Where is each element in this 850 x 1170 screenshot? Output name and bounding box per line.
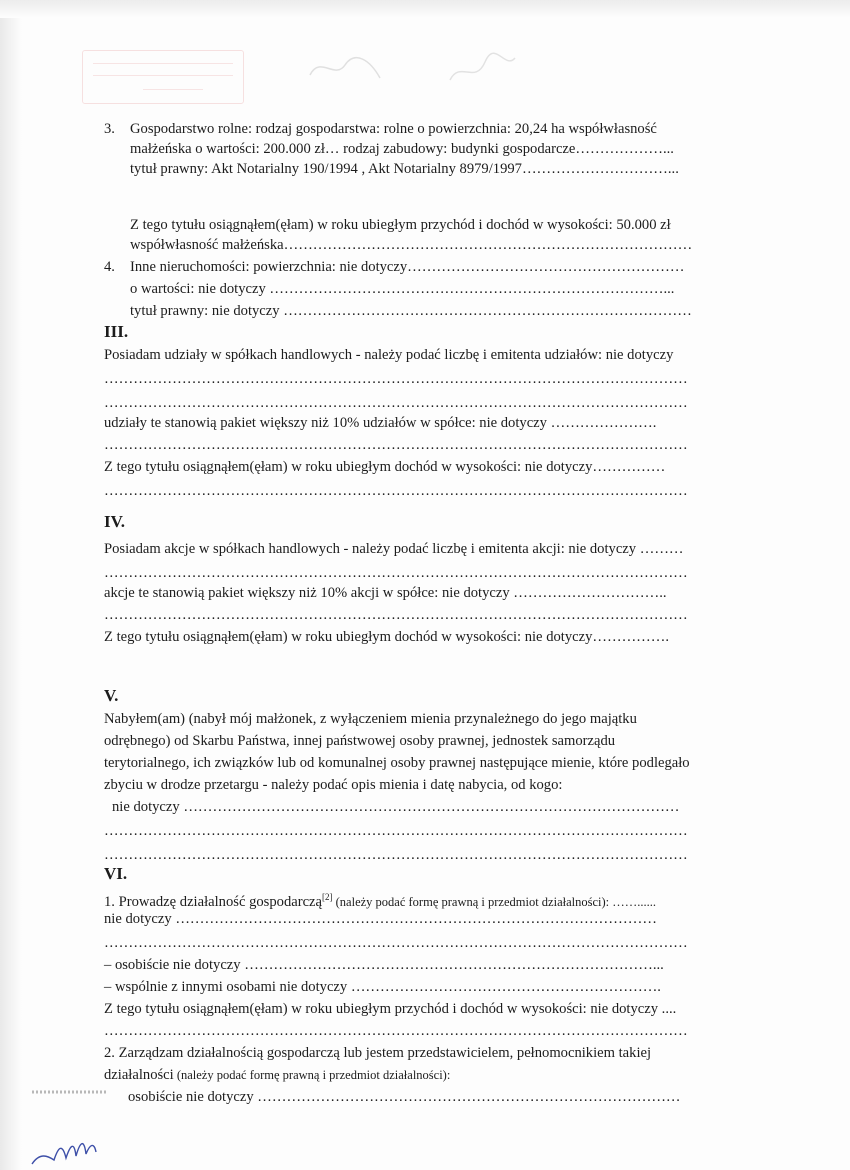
faded-seal-mark [30,1082,110,1102]
section-6-line-9-note: (należy podać formę prawną i przedmiot działalności): [173,1068,451,1082]
section-6-line-10: osobiście nie dotyczy …………………………………………………………………………… [128,1089,681,1105]
section-5-heading: V. [104,686,119,705]
item-4-number: 4. [104,259,115,275]
item-4-line-1: Inne nieruchomości: powierzchnia: nie dotyczy………………………………………………… [130,259,685,275]
section-5-line-6: ………………………………………………………………………………………………………… [104,823,688,839]
scan-edge-shadow [0,0,22,1170]
item-3-line-1: Gospodarstwo rolne: rodzaj gospodarstwa: rolne o powierzchnia: 20,24 ha współwłasność [130,121,657,137]
footnote-ref: [2] [322,892,333,902]
section-5-line-3: terytorialnego, ich związków lub od komunalnej osoby prawnej następujące mienie, które podlegało [104,755,690,771]
section-3-line-3: ………………………………………………………………………………………………………… [104,395,688,411]
section-6-line-5: – wspólnie z innymi osobami nie dotyczy ………………………………………………………. [104,979,661,995]
section-6-line-6: Z tego tytułu osiągnąłem(ęłam) w roku ubiegłym przychód i dochód w wysokości: nie dotyczy .... [104,1001,677,1017]
section-6-line-8: 2. Zarządzam działalnością gospodarczą lub jestem przedstawicielem, pełnomocnikiem takiej [104,1045,652,1061]
item-3-line-2: małżeńska o wartości: 200.000 zł… rodzaj zabudowy: budynki gospodarcze………………... [130,141,674,157]
section-6-line-3: ………………………………………………………………………………………………………… [104,935,688,951]
section-5-line-2: odrębnego) od Skarbu Państwa, innej państwowej osoby prawnej, jednostek samorządu [104,733,616,749]
item-3-number: 3. [104,121,115,137]
section-3-line-2: ………………………………………………………………………………………………………… [104,371,688,387]
section-6-line-7: ………………………………………………………………………………………………………… [104,1023,688,1039]
section-6-line-1-note: (należy podać formę prawną i przedmiot działalności): ……...... [332,894,657,909]
section-3-line-5: ………………………………………………………………………………………………………… [104,437,688,453]
section-6-line-1 [104,888,776,911]
section-6-line-9 [104,1066,776,1084]
section-5-line-7: ………………………………………………………………………………………………………… [104,847,688,863]
section-6-line-4: – osobiście nie dotyczy …………………………………………………………………………... [104,957,664,973]
section-3-line-4: udziały te stanowią pakiet większy niż 10% udziałów w spółce: nie dotyczy …………………. [104,415,657,431]
section-4-line-1: Posiadam akcje w spółkach handlowych - należy podać liczbę i emitenta akcji: nie dotyczy ……… [104,541,684,557]
section-6-heading: VI. [104,864,128,883]
section-4-line-3: akcje te stanowią pakiet większy niż 10% akcji w spółce: nie dotyczy ………………………….. [104,585,667,601]
section-4-line-4: ………………………………………………………………………………………………………… [104,607,688,623]
section-5-line-1: Nabyłem(am) (nabył mój małżonek, z wyłączeniem mienia przynależnego do jego majątku [104,711,637,727]
item-3-line-5: współwłasność małżeńska………………………………………………………………………… [130,237,693,253]
section-4-line-5: Z tego tytułu osiągnąłem(ęłam) w roku ubiegłym dochód w wysokości: nie dotyczy……………. [104,629,670,645]
item-3-line-4: Z tego tytułu osiągnąłem(ęłam) w roku ubiegłym przychód i dochód w wysokości: 50.000 zł [130,217,671,233]
section-3-heading: III. [104,322,129,341]
faded-stamp [82,50,244,104]
scan-top-shadow [0,0,850,18]
section-4-heading: IV. [104,512,125,531]
faded-signature-scribble [300,50,520,90]
section-3-line-6: Z tego tytułu osiągnąłem(ęłam) w roku ubiegłym dochód w wysokości: nie dotyczy…………… [104,459,666,475]
section-6-line-2: nie dotyczy ……………………………………………………………………………………… [104,911,657,927]
section-4-line-2: ………………………………………………………………………………………………………… [104,565,688,581]
section-3-line-1: Posiadam udziały w spółkach handlowych - należy podać liczbę i emitenta udziałów: nie dotyczy [104,347,674,363]
handwritten-signature [28,1128,138,1170]
item-4-line-3: tytuł prawny: nie dotyczy ………………………………………………………………………… [130,303,692,319]
item-3-line-3: tytuł prawny: Akt Notarialny 190/1994 , Akt Notarialny 8979/1997…………………………... [130,161,679,177]
section-6-line-1-main: 1. Prowadzę działalność gospodarczą [104,893,323,910]
section-5-line-4: zbyciu w drodze przetargu - należy podać opis mienia i datę nabycia, od kogo: [104,777,563,793]
section-5-line-5: nie dotyczy ………………………………………………………………………………………… [112,799,680,815]
section-3-line-7: ………………………………………………………………………………………………………… [104,483,688,499]
section-6-line-9-main: działalności [104,1067,174,1083]
item-4-line-2: o wartości: nie dotyczy ………………………………………………………………………... [130,281,675,297]
